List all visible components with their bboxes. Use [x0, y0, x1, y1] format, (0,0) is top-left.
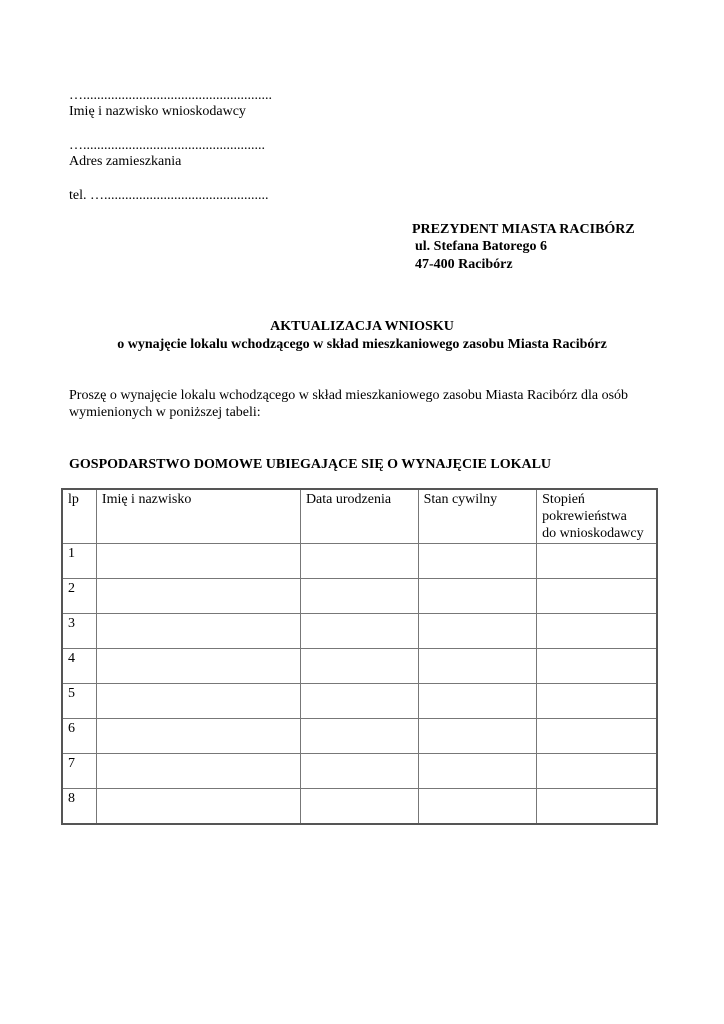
header-relationship-line2: pokrewieństwa — [542, 509, 627, 524]
header-civil-status: Stan cywilny — [418, 489, 537, 544]
cell-name[interactable] — [96, 719, 300, 754]
table-row — [62, 579, 657, 614]
table-header-row — [62, 489, 657, 544]
applicant-name-label: Imię i nazwisko wnioskodawcy — [69, 104, 246, 119]
header-lp: lp — [62, 489, 96, 544]
cell-civil-status[interactable] — [418, 684, 537, 719]
table-row — [62, 754, 657, 789]
cell-birth-date[interactable] — [300, 754, 418, 789]
cell-birth-date[interactable] — [300, 544, 418, 579]
household-table — [61, 488, 658, 825]
recipient-title: PREZYDENT MIASTA RACIBÓRZ — [412, 222, 635, 237]
cell-civil-status[interactable] — [418, 754, 537, 789]
cell-name[interactable] — [96, 754, 300, 789]
row-number: 5 — [62, 684, 96, 719]
row-number: 8 — [62, 789, 96, 825]
row-number: 2 — [62, 579, 96, 614]
cell-relationship[interactable] — [537, 579, 657, 614]
cell-relationship[interactable] — [537, 614, 657, 649]
document-title: AKTUALIZACJA WNIOSKU — [270, 319, 454, 334]
row-number: 3 — [62, 614, 96, 649]
cell-name[interactable] — [96, 789, 300, 825]
row-number: 6 — [62, 719, 96, 754]
cell-name[interactable] — [96, 684, 300, 719]
cell-name[interactable] — [96, 544, 300, 579]
cell-birth-date[interactable] — [300, 719, 418, 754]
applicant-name-field[interactable]: …...................................................... — [69, 88, 272, 103]
table-row — [62, 614, 657, 649]
row-number: 4 — [62, 649, 96, 684]
header-name: Imię i nazwisko — [96, 489, 300, 544]
document-subtitle: o wynajęcie lokalu wchodzącego w skład mieszkaniowego zasobu Miasta Racibórz — [117, 337, 607, 352]
cell-birth-date[interactable] — [300, 579, 418, 614]
cell-birth-date[interactable] — [300, 789, 418, 825]
table-row — [62, 649, 657, 684]
cell-name[interactable] — [96, 579, 300, 614]
cell-relationship[interactable] — [537, 754, 657, 789]
cell-civil-status[interactable] — [418, 719, 537, 754]
table-row — [62, 789, 657, 825]
recipient-street: ul. Stefana Batorego 6 — [415, 239, 547, 254]
row-number: 1 — [62, 544, 96, 579]
cell-civil-status[interactable] — [418, 579, 537, 614]
cell-relationship[interactable] — [537, 544, 657, 579]
table-row — [62, 684, 657, 719]
cell-relationship[interactable] — [537, 649, 657, 684]
applicant-address-label: Adres zamieszkania — [69, 154, 182, 169]
table-row — [62, 719, 657, 754]
cell-civil-status[interactable] — [418, 789, 537, 825]
applicant-address-field[interactable]: ….................................................... — [69, 138, 265, 153]
cell-birth-date[interactable] — [300, 649, 418, 684]
header-relationship — [537, 489, 657, 544]
recipient-city: 47-400 Racibórz — [415, 257, 513, 272]
cell-name[interactable] — [96, 649, 300, 684]
cell-relationship[interactable] — [537, 719, 657, 754]
header-relationship-line1: Stopień — [542, 492, 585, 507]
cell-birth-date[interactable] — [300, 684, 418, 719]
cell-civil-status[interactable] — [418, 614, 537, 649]
cell-name[interactable] — [96, 614, 300, 649]
table-row — [62, 544, 657, 579]
request-body-text: Proszę o wynajęcie lokalu wchodzącego w skład mieszkaniowego zasobu Miasta Racibórz dla osób wymienionych w poniższej tabeli: — [69, 388, 629, 420]
applicant-phone-field[interactable]: tel. …............................................... — [69, 188, 269, 203]
cell-relationship[interactable] — [537, 684, 657, 719]
cell-civil-status[interactable] — [418, 649, 537, 684]
cell-civil-status[interactable] — [418, 544, 537, 579]
household-section-heading: GOSPODARSTWO DOMOWE UBIEGAJĄCE SIĘ O WYNAJĘCIE LOKALU — [69, 457, 552, 472]
header-relationship-line3: do wnioskodawcy — [542, 526, 644, 541]
row-number: 7 — [62, 754, 96, 789]
cell-birth-date[interactable] — [300, 614, 418, 649]
cell-relationship[interactable] — [537, 789, 657, 825]
header-birth-date: Data urodzenia — [300, 489, 418, 544]
